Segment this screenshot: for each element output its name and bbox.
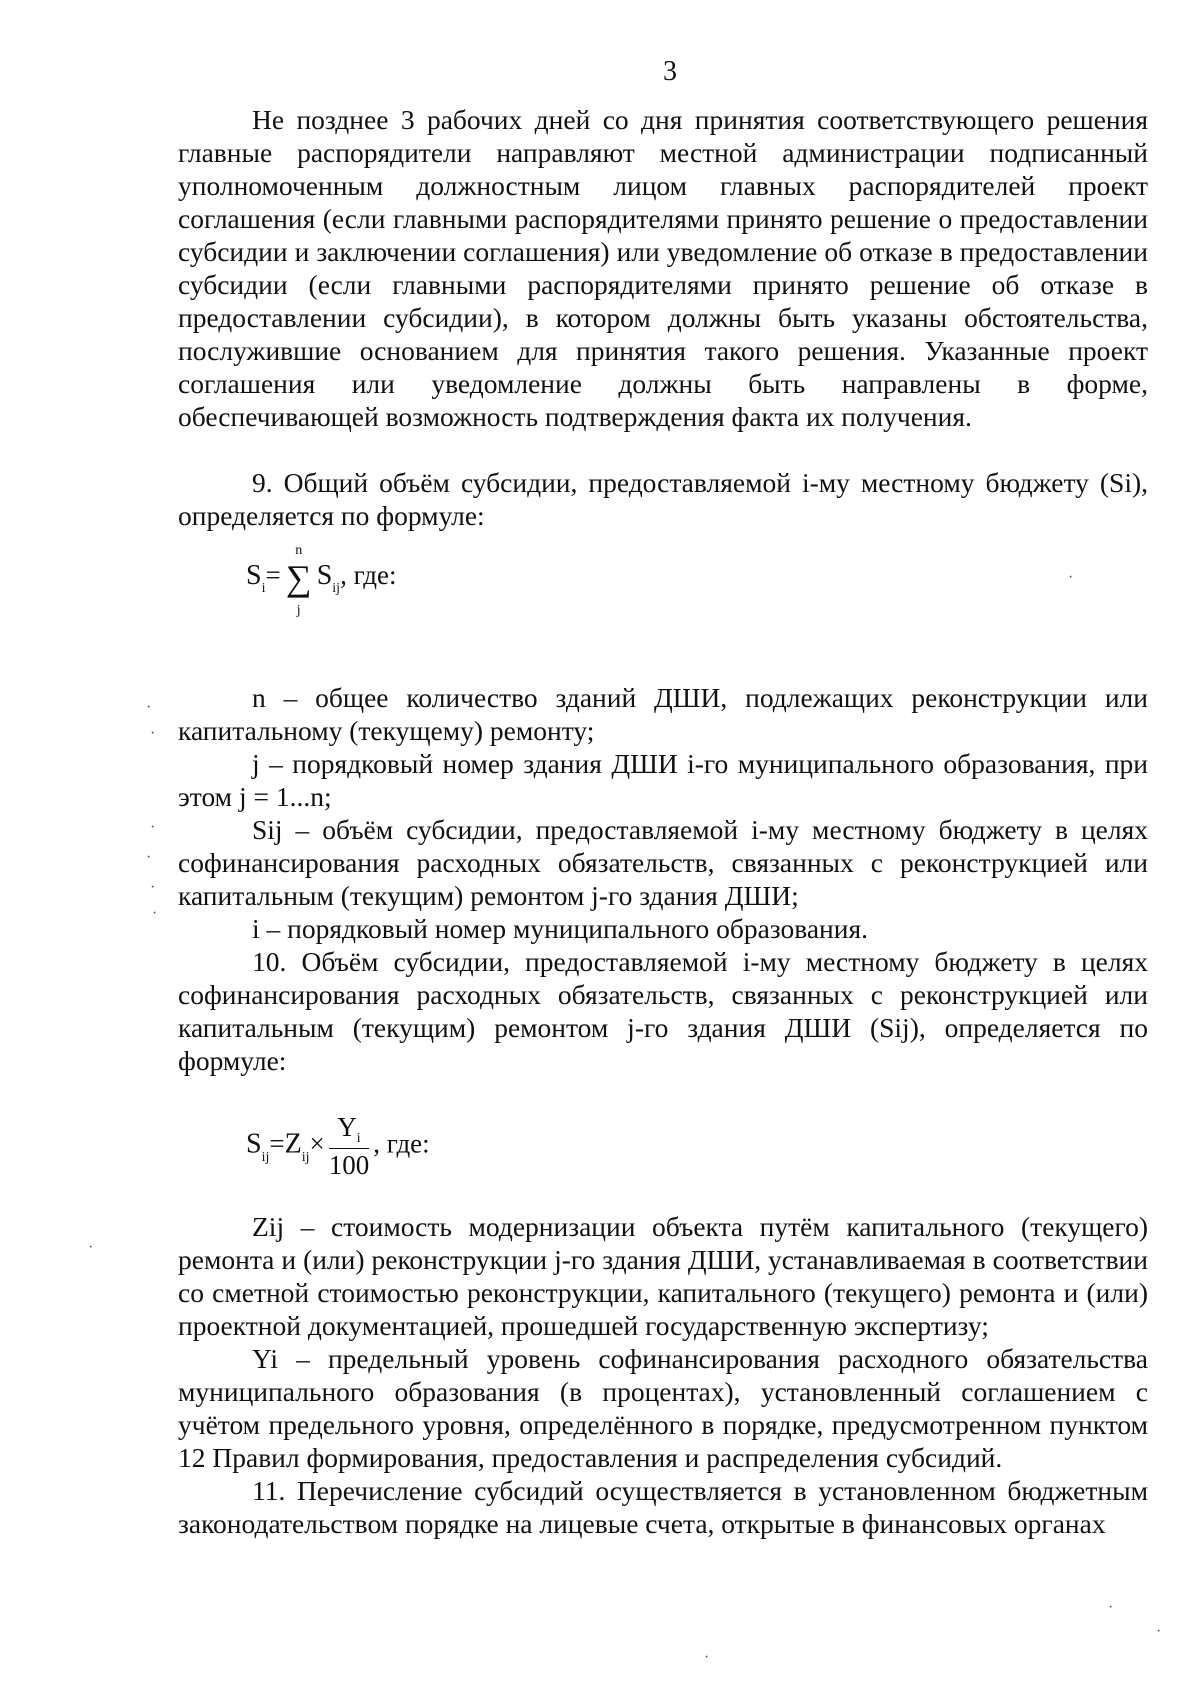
scan-speck: · [1068, 569, 1074, 586]
formula-subscript: ij [301, 1149, 310, 1165]
fraction-numerator [329, 1112, 370, 1149]
definition-item: n – общее количество зданий ДШИ, подлежащих реконструкции или капитальному (текущему) ремонту; [178, 682, 1148, 746]
fraction-denominator: 100 [328, 1150, 370, 1180]
formula-subscript: i [261, 581, 266, 597]
sigma-icon: ∑ [285, 558, 312, 598]
definitions-block-1 [178, 681, 1148, 1077]
scan-speck: · [150, 879, 156, 896]
formula-tail: , где: [340, 560, 397, 591]
formula-fraction [329, 1112, 370, 1181]
formula-total-subsidy [246, 543, 397, 618]
scan-speck: · [146, 699, 152, 716]
scan-speck: · [152, 905, 158, 922]
definition-item: i – порядковый номер муниципального образования. [252, 913, 869, 944]
scan-speck: · [150, 819, 156, 836]
formula-symbol: S [246, 1128, 262, 1160]
paragraph-text: Не позднее 3 рабочих дней со дня принятия соответствующего решения главные распорядители направляют местной администрации подписанный уполномоченным должностным лицом главных распорядителей проект соглашения (если главными распорядителями принято решение о предоставлении субсидии и заключении соглашения) или уведомление об отказе в предоставлении субсидии (если главными распорядителями принято решение об отказе в предоставлении субсидии), в котором должны быть указаны обстоятельства, послужившие основанием для принятия такого решения. Указанные проект соглашения или уведомление должны быть направлены в форме, обеспечивающей возможность подтверждения факта их получения. [178, 104, 1148, 432]
definition-item: Sij – объём субсидии, предоставляемой i-му местному бюджету в целях софинансирования расходных обязательств, связанных с реконструкцией или капитальным (текущим) ремонтом j-го здания ДШИ; [178, 814, 1148, 911]
formula-equals: = [265, 560, 281, 591]
formula-symbol: Y [337, 1112, 357, 1142]
formula-times: × [309, 1128, 325, 1159]
definition-item: Yi – предельный уровень софинансирования расходного обязательства муниципального образования (в процентах), установленный соглашением с учётом предельного уровня, определённого в порядке, предусмотренном пунктом 12 Правил формирования, предоставления и распределения субсидий. [178, 1343, 1148, 1473]
paragraph-text: 9. Общий объём субсидии, предоставляемой i-му местному бюджету (Si), определяется по формуле: [178, 467, 1148, 531]
definition-item: Zij – стоимость модернизации объекта путём капитального (текущего) ремонта и (или) реконструкции j-го здания ДШИ, устанавливаемая в соответствии со сметной стоимостью реконструкции, капитального (текущего) ремонта и (или) проектной документацией, прошедшей государственную экспертизу; [178, 1211, 1148, 1341]
scan-speck: · [150, 725, 156, 742]
definition-item: j – порядковый номер здания ДШИ i-го муниципального образования, при этом j = 1...n; [178, 748, 1148, 812]
formula-tail: , где: [373, 1128, 430, 1159]
sigma-upper-limit: n [295, 543, 303, 558]
definitions-block-2 [178, 1210, 1148, 1540]
scan-speck: · [704, 1649, 710, 1666]
scan-speck: · [88, 1239, 94, 1256]
scan-speck: · [146, 849, 152, 866]
formula-subscript: ij [332, 581, 341, 597]
page-number: 3 [663, 56, 677, 87]
sigma-lower-limit: j [296, 603, 301, 618]
paragraph-notification [178, 103, 1148, 433]
sigma-sum [283, 543, 315, 618]
paragraph-clause-11: 11. Перечисление субсидий осуществляется в установленном бюджетным законодательством порядке на лицевые счета, открытые в финансовых органах [178, 1475, 1148, 1539]
paragraph-clause-9 [178, 466, 1148, 532]
formula-subsidy-per-building [246, 1112, 430, 1181]
formula-equals: = [269, 1128, 285, 1159]
formula-symbol: Z [284, 1128, 302, 1160]
formula-subscript: ij [261, 1149, 270, 1165]
formula-subscript: i [356, 1131, 361, 1146]
formula-symbol: S [316, 560, 333, 592]
formula-symbol: S [246, 560, 262, 592]
scan-speck: · [1156, 1623, 1162, 1640]
scan-speck: · [1108, 1599, 1114, 1616]
paragraph-clause-10: 10. Объём субсидии, предоставляемой i-му местному бюджету в целях софинансирования расходных обязательств, связанных с реконструкцией или капитальным (текущим) ремонтом j-го здания ДШИ (Sij), определяется по формуле: [178, 946, 1148, 1076]
